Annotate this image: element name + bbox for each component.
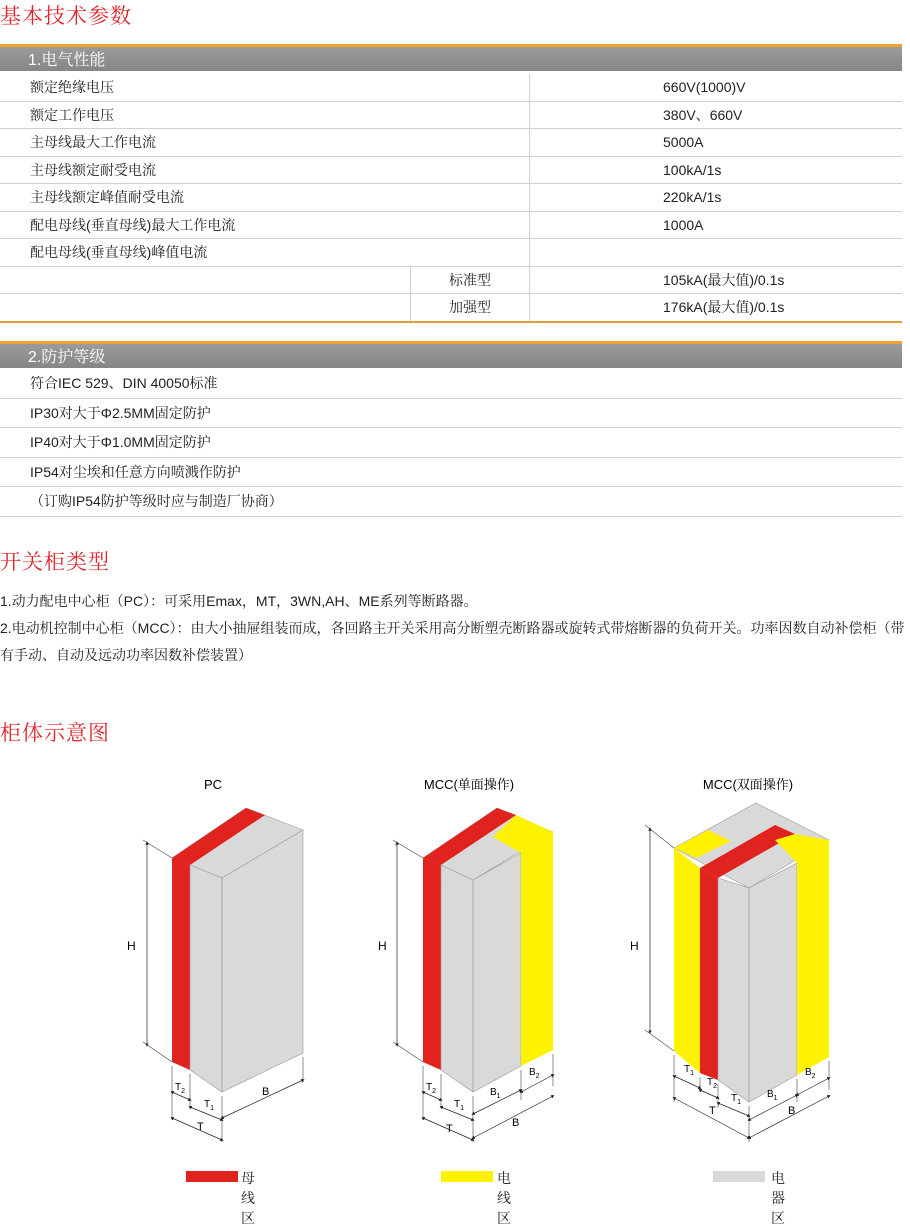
table-row xyxy=(0,101,902,129)
section-title-switchgear-types: 开关柜类型 xyxy=(0,551,110,574)
param-value: 660V(1000)V xyxy=(530,74,903,101)
electrical-header: 1.电气性能 xyxy=(0,44,902,71)
legend-swatch-yellow xyxy=(441,1171,493,1182)
param-subtype: 标准型 xyxy=(411,266,530,294)
table-row xyxy=(0,211,902,239)
table-row xyxy=(0,457,902,487)
table-row xyxy=(0,74,902,101)
protection-item: （订购IP54防护等级时应与制造厂协商） xyxy=(0,487,902,517)
param-name: 主母线最大工作电流 xyxy=(0,129,530,157)
busbar-side xyxy=(172,858,190,1070)
cabinet-diagrams xyxy=(0,770,910,1165)
table-row xyxy=(0,428,902,458)
table-row xyxy=(0,239,902,267)
svg-text:B1: $B_1$ xyxy=(490,1087,501,1100)
svg-text:T1: $T_1$ xyxy=(204,1099,215,1112)
legend-label: 母线区 xyxy=(241,1170,255,1226)
param-value xyxy=(530,239,903,267)
protection-item: IP40对大于Φ1.0MM固定防护 xyxy=(0,428,902,458)
dim-t: T xyxy=(197,1121,204,1133)
table-row xyxy=(0,184,902,212)
param-value: 1000A xyxy=(530,211,903,239)
electrical-table xyxy=(0,74,902,323)
section-title-cabinet-diagram: 柜体示意图 xyxy=(0,722,110,745)
param-value: 5000A xyxy=(530,129,903,157)
type-paragraph-mcc: 2.电动机控制中心柜（MCC）：由大小抽屉组装而成，各回路主开关采用高分断塑壳断路器或旋转式带熔断器的负荷开关。功率因数自动补偿柜（带有手动、自动及远动功率因数补偿装置） xyxy=(0,620,905,663)
svg-text:T2: $T_2$ xyxy=(426,1082,437,1095)
diagram-mcc-double xyxy=(630,777,829,1142)
svg-text:T2: $T_2$ xyxy=(707,1077,718,1090)
param-value: 176kA(最大值)/0.1s xyxy=(530,294,903,322)
table-row xyxy=(0,156,902,184)
table-row xyxy=(0,369,902,398)
table-row xyxy=(0,294,902,322)
blank-cell xyxy=(0,294,411,322)
legend-swatch-red xyxy=(186,1171,238,1182)
cabinet-front-face xyxy=(190,865,222,1092)
param-subtype: 加强型 xyxy=(411,294,530,322)
protection-item: IP30对大于Φ2.5MM固定防护 xyxy=(0,398,902,428)
protection-table xyxy=(0,369,902,517)
svg-text:T1: $T_1$ xyxy=(454,1099,465,1112)
svg-text:T2: $T_2$ xyxy=(175,1082,186,1095)
param-name: 配电母线(垂直母线)最大工作电流 xyxy=(0,211,530,239)
svg-text:T: T xyxy=(709,1105,716,1117)
diagram-title: MCC(双面操作) xyxy=(702,777,794,792)
svg-text:B: B xyxy=(512,1117,520,1129)
diagram-mcc-single xyxy=(378,777,553,1142)
svg-text:B: B xyxy=(788,1105,796,1117)
param-value: 220kA/1s xyxy=(530,184,903,212)
svg-text:H: H xyxy=(378,939,387,953)
param-name: 配电母线(垂直母线)峰值电流 xyxy=(0,239,530,267)
protection-item: 符合IEC 529、DIN 40050标准 xyxy=(0,369,902,398)
section-title-basic-params: 基本技术参数 xyxy=(0,5,132,28)
svg-text:H: H xyxy=(630,939,639,953)
svg-text:T1: $T_1$ xyxy=(731,1093,742,1106)
param-name: 额定工作电压 xyxy=(0,101,530,129)
svg-text:B1: $B_1$ xyxy=(767,1089,778,1102)
svg-text:T1: $T_1$ xyxy=(684,1064,695,1077)
blank-cell xyxy=(0,266,411,294)
table-row xyxy=(0,129,902,157)
protection-header: 2.防护等级 xyxy=(0,341,902,368)
diagram-title: MCC(单面操作) xyxy=(423,777,515,792)
svg-text:T: T xyxy=(446,1123,453,1135)
diagram-title: PC xyxy=(203,777,223,792)
param-value: 105kA(最大值)/0.1s xyxy=(530,266,903,294)
protection-item: IP54对尘埃和任意方向喷溅作防护 xyxy=(0,457,902,487)
param-value: 380V、660V xyxy=(530,101,903,129)
param-name: 主母线额定耐受电流 xyxy=(0,156,530,184)
param-value: 100kA/1s xyxy=(530,156,903,184)
param-name: 额定绝缘电压 xyxy=(0,74,530,101)
diagram-pc xyxy=(127,777,303,1142)
legend-swatch-gray xyxy=(713,1171,765,1182)
svg-text:B2: $B_2$ xyxy=(805,1067,816,1080)
table-row xyxy=(0,487,902,517)
svg-text:B2: $B_2$ xyxy=(529,1067,540,1080)
table-row xyxy=(0,398,902,428)
type-paragraph-pc: 1.动力配电中心柜（PC）：可采用Emax，MT，3WN,AH、ME系列等断路器。 xyxy=(0,593,478,609)
param-name: 主母线额定峰值耐受电流 xyxy=(0,184,530,212)
table-row xyxy=(0,266,902,294)
dim-h: H xyxy=(127,939,136,953)
legend-label: 电器区 xyxy=(771,1170,785,1226)
dim-b: B xyxy=(262,1086,270,1098)
legend-label: 电线区 xyxy=(497,1170,511,1226)
